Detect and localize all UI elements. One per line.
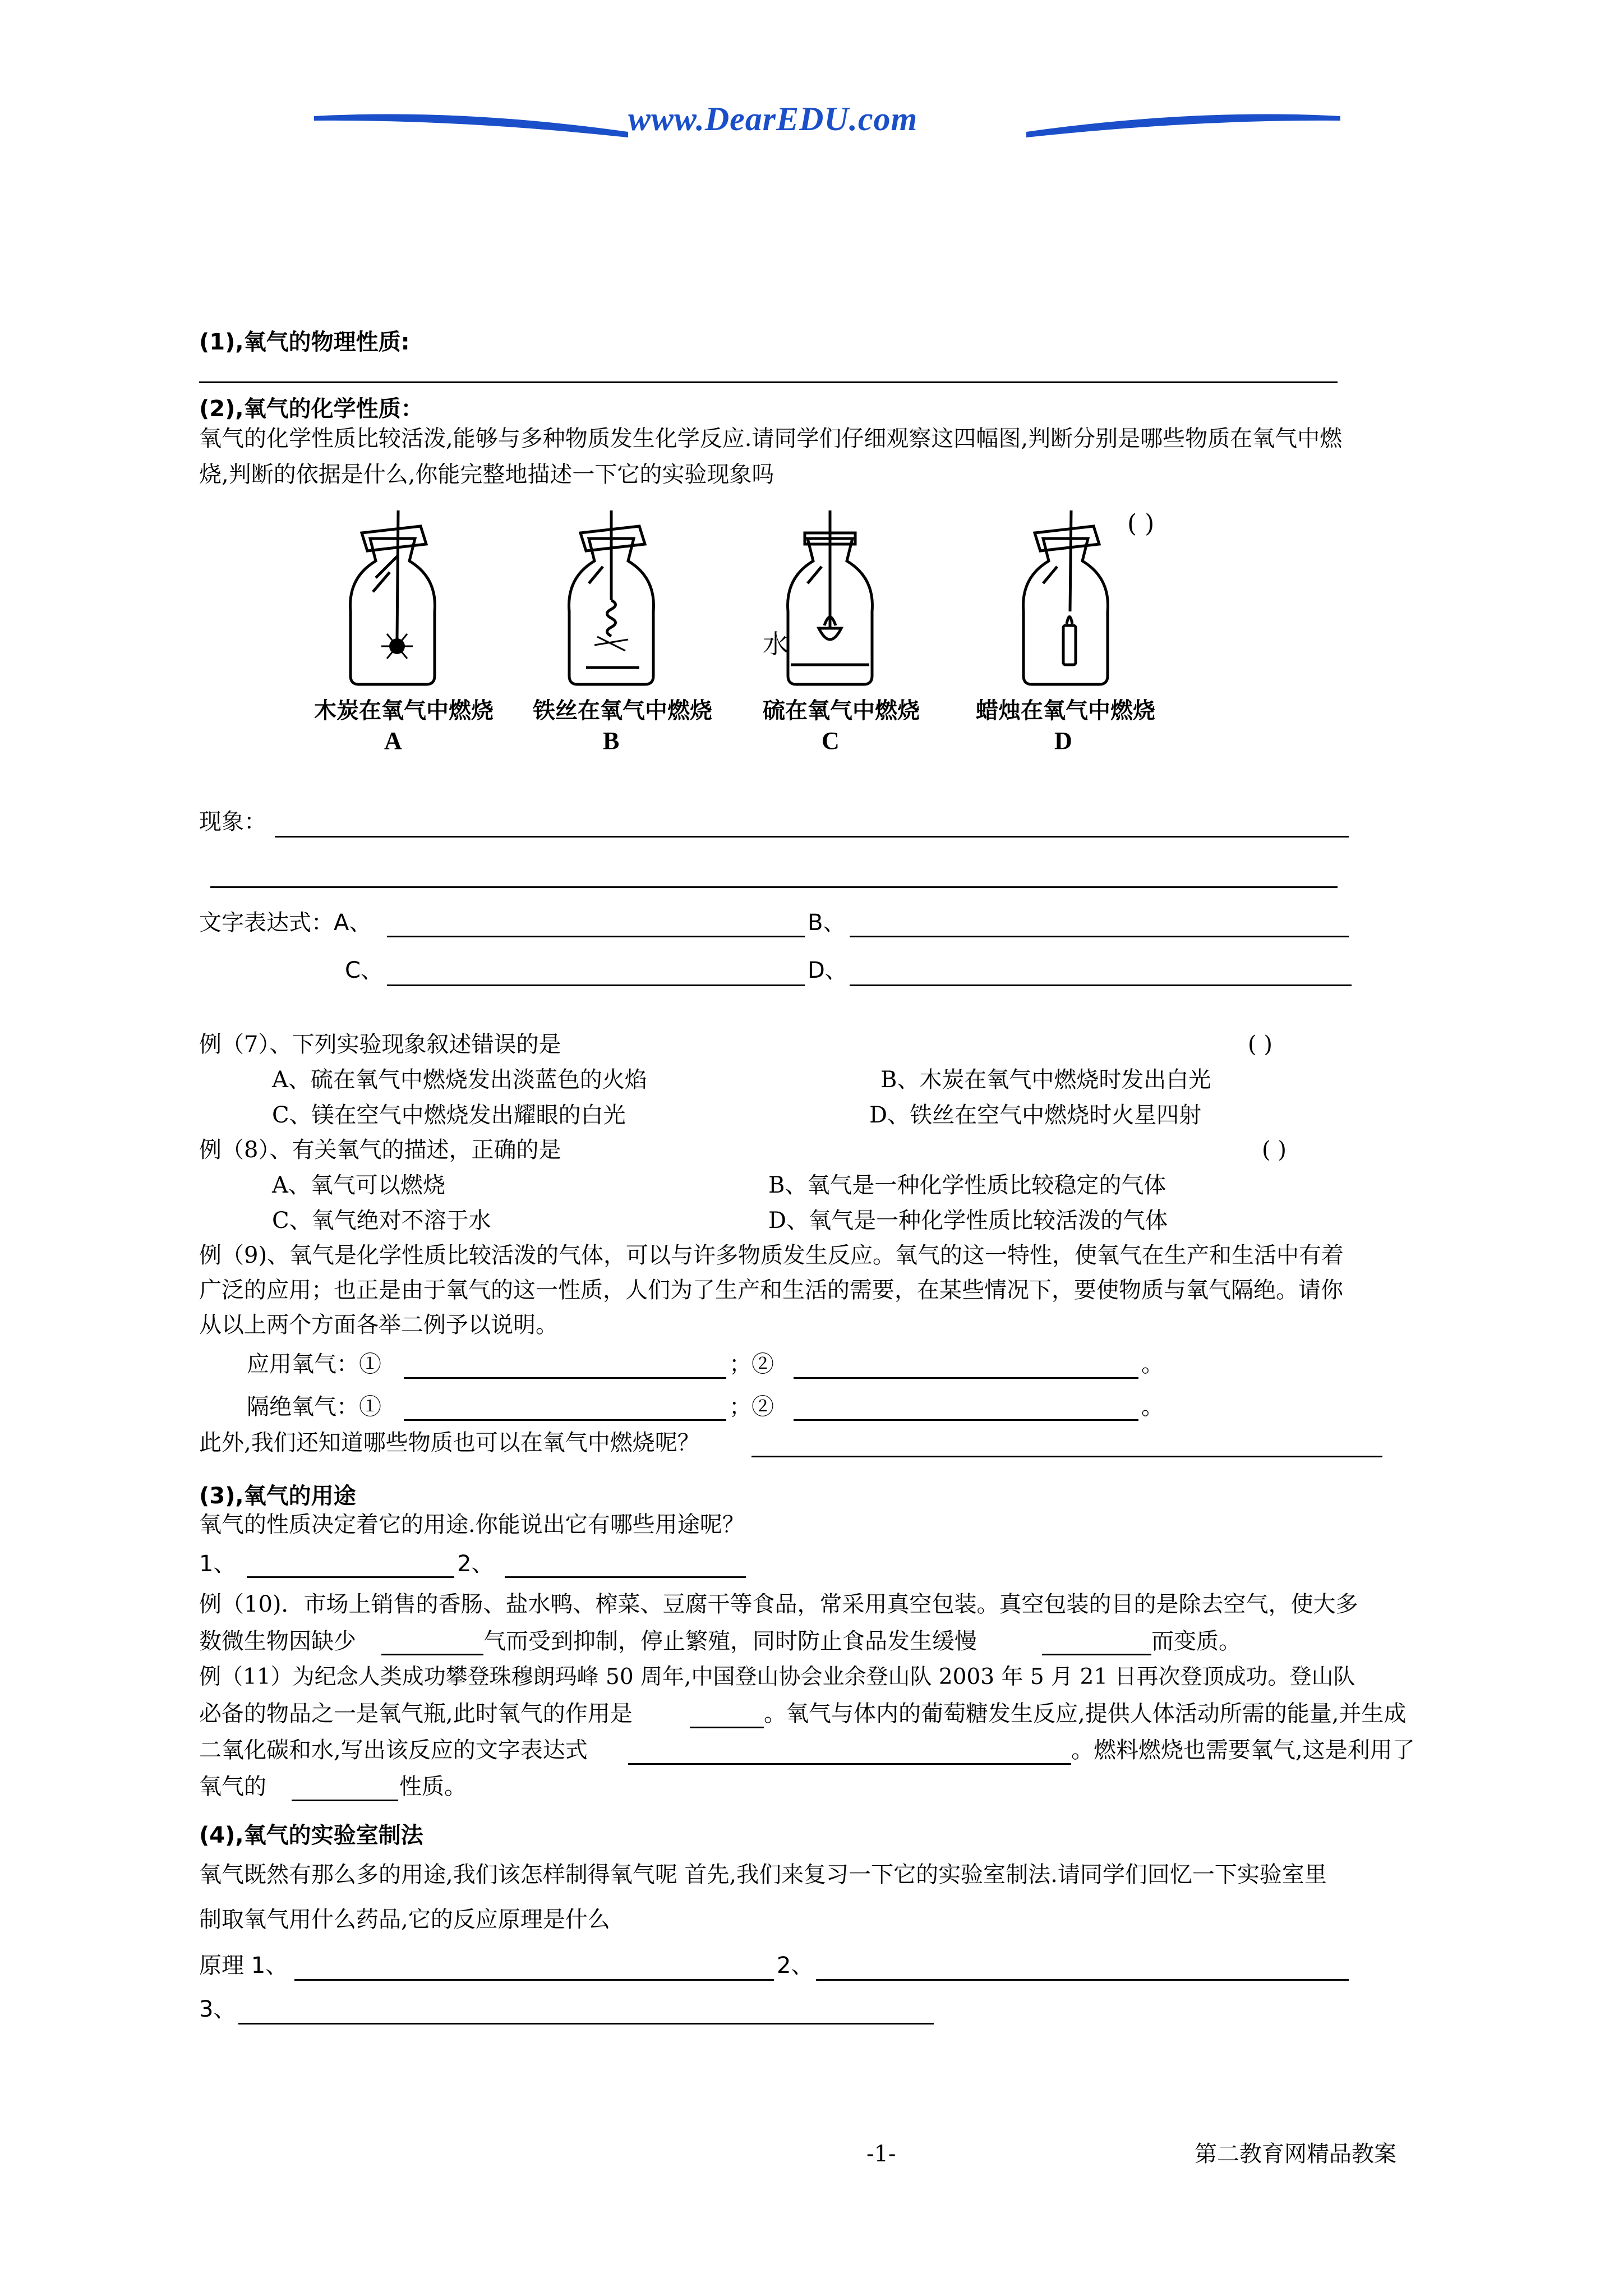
ex10-line-1: 例（10)．市场上销售的香肠、盐水鸭、榨菜、豆腐干等食品，常采用真空包装。真空包装的目的是除去空气，使大多 (199, 1591, 1358, 1617)
letter-a: A (384, 727, 402, 754)
apply-end: 。 (1141, 1351, 1164, 1377)
ex11-line-2b: 。氧气与体内的葡萄糖发生反应,提供人体活动所需的能量,并生成 (764, 1701, 1407, 1727)
ex9-line-2: 广泛的应用；也正是由于氧气的这一性质，人们为了生产和生活的需要，在某些情况下，要使物质与氧气隔绝。请你 (199, 1277, 1343, 1303)
principle-1-label: 原理 1、 (199, 1953, 288, 1978)
isolate-end: 。 (1141, 1394, 1164, 1420)
section-2-intro-2: 烧,判断的依据是什么,你能完整地描述一下它的实验现象吗 (199, 462, 774, 487)
apply-sep: ；② (729, 1351, 774, 1377)
caption-c: 硫在氧气中燃烧 (763, 698, 920, 724)
footer-source: 第二教育网精品教案 (1195, 2141, 1396, 2167)
water-label: 水 (763, 629, 789, 659)
use-line-2 (505, 1576, 746, 1578)
use-item-1: 1、 (199, 1551, 236, 1577)
use-item-2: 2、 (457, 1551, 494, 1577)
ex11-blank-3 (292, 1800, 398, 1801)
isolate-line-1 (404, 1419, 726, 1421)
section-4-line-1: 氧气既然有那么多的用途,我们该怎样制得氧气呢 首先,我们来复习一下它的实验室制法.请同学们回忆一下实验室里 (199, 1862, 1327, 1888)
section-4-line-2: 制取氧气用什么药品,它的反应原理是什么 (199, 1907, 610, 1932)
principle-line-3 (238, 2023, 934, 2024)
header-swoosh-left (314, 104, 628, 143)
caption-b: 铁丝在氧气中燃烧 (533, 698, 712, 724)
ex11-blank-2 (628, 1763, 1071, 1765)
header-swoosh-right (1026, 104, 1340, 143)
ex10-line-2a: 数微生物因缺少 (199, 1628, 356, 1654)
expr-line-c (387, 984, 805, 986)
ex7-option-c: C、镁在空气中燃烧发出耀眼的白光 (272, 1102, 626, 1128)
ex7-option-b: B、木炭在氧气中燃烧时发出白光 (880, 1067, 1211, 1093)
ex8-option-d: D、氧气是一种化学性质比较活泼的气体 (768, 1208, 1168, 1234)
combustion-figure (314, 499, 1211, 763)
letter-d: D (1054, 727, 1072, 754)
section-1-title: (1),氧气的物理性质: (199, 329, 410, 355)
apply-oxygen-label: 应用氧气：① (247, 1351, 381, 1377)
ex10-blank-1 (381, 1654, 483, 1655)
isolate-sep: ；② (729, 1394, 774, 1420)
expr-line-d (850, 984, 1352, 986)
ex11-line-1: 例（11）为纪念人类成功攀登珠穆朗玛峰 50 周年,中国登山协会业余登山队 2003 年 5 月 21 日再次登顶成功。登山队 (199, 1664, 1355, 1690)
principle-line-2 (816, 1979, 1349, 1981)
expr-line-a (387, 936, 805, 937)
letter-c: C (822, 727, 840, 754)
section-3-intro: 氧气的性质决定着它的用途.你能说出它有哪些用途呢？ (199, 1512, 745, 1538)
ex8-bracket: ( ) (1262, 1137, 1287, 1163)
isolate-line-2 (794, 1419, 1138, 1421)
expr-line-b (850, 936, 1349, 937)
section-2-title: (2),氧气的化学性质： (199, 396, 423, 422)
principle-3-label: 3、 (199, 1996, 236, 2022)
page-number: -1- (866, 2141, 896, 2167)
ex11-line-4a: 氧气的 (199, 1774, 266, 1800)
phenomenon-line-1 (275, 836, 1349, 838)
section-4-title: (4),氧气的实验室制法 (199, 1823, 423, 1848)
ex8-option-a: A、氧气可以燃烧 (272, 1172, 445, 1198)
ex10-blank-2 (1042, 1654, 1151, 1655)
ex8-stem: 例（8）、有关氧气的描述，正确的是 (199, 1137, 561, 1163)
ex11-blank-1 (690, 1727, 764, 1728)
expr-label-d: D、 (808, 958, 847, 983)
ex11-line-3b: 。燃料燃烧也需要氧气,这是利用了 (1071, 1737, 1415, 1763)
also-line (751, 1456, 1382, 1457)
caption-d: 蜡烛在氧气中燃烧 (976, 698, 1155, 724)
ex7-bracket: ( ) (1248, 1032, 1272, 1057)
phenomenon-label: 现象： (199, 809, 266, 835)
use-line-1 (247, 1576, 454, 1578)
expr-label-c: C、 (345, 958, 383, 983)
caption-a: 木炭在氧气中燃烧 (314, 698, 494, 724)
ex8-option-c: C、氧气绝对不溶于水 (272, 1208, 491, 1234)
jar-b-drawing (555, 499, 667, 690)
ex8-option-b: B、氧气是一种化学性质比较稳定的气体 (768, 1172, 1166, 1198)
figure-bracket: ( ) (1127, 509, 1155, 538)
principle-2-label: 2、 (777, 1953, 814, 1978)
apply-line-1 (404, 1377, 726, 1379)
letter-b: B (603, 727, 620, 754)
also-question: 此外,我们还知道哪些物质也可以在氧气中燃烧呢？ (199, 1430, 700, 1456)
expr-label-b: B、 (808, 910, 846, 936)
jar-d-drawing (1009, 499, 1122, 690)
ex7-option-d: D、铁丝在空气中燃烧时火星四射 (869, 1102, 1202, 1128)
ex10-line-2b: 气而受到抑制，停止繁殖，同时防止食品发生缓慢 (483, 1628, 977, 1654)
ex11-line-4b: 性质。 (399, 1774, 467, 1800)
answer-line (199, 381, 1338, 383)
ex7-option-a: A、硫在氧气中燃烧发出淡蓝色的火焰 (272, 1067, 647, 1093)
jar-a-drawing (336, 499, 449, 690)
expr-label-a: 文字表达式：A、 (199, 910, 372, 936)
ex9-line-3: 从以上两个方面各举二例予以说明。 (199, 1312, 558, 1338)
phenomenon-line-2 (210, 886, 1338, 888)
jar-c-drawing (774, 499, 886, 690)
section-2-intro-1: 氧气的化学性质比较活泼,能够与多种物质发生化学反应.请同学们仔细观察这四幅图,判断分别是哪些物质在氧气中燃 (199, 426, 1343, 452)
site-watermark: www.DearEDU.com (628, 100, 918, 137)
principle-line-1 (294, 1979, 774, 1981)
isolate-oxygen-label: 隔绝氧气：① (247, 1394, 381, 1420)
ex10-line-2c: 而变质。 (1151, 1628, 1241, 1654)
ex11-line-3a: 二氧化碳和水,写出该反应的文字表达式 (199, 1737, 588, 1763)
ex11-line-2a: 必备的物品之一是氧气瓶,此时氧气的作用是 (199, 1701, 633, 1727)
ex9-line-1: 例（9)、氧气是化学性质比较活泼的气体，可以与许多物质发生反应。氧气的这一特性，使氧气在生产和生活中有着 (199, 1243, 1344, 1268)
apply-line-2 (794, 1377, 1138, 1379)
ex7-stem: 例（7）、下列实验现象叙述错误的是 (199, 1032, 561, 1057)
section-3-title: (3),氧气的用途 (199, 1483, 356, 1509)
